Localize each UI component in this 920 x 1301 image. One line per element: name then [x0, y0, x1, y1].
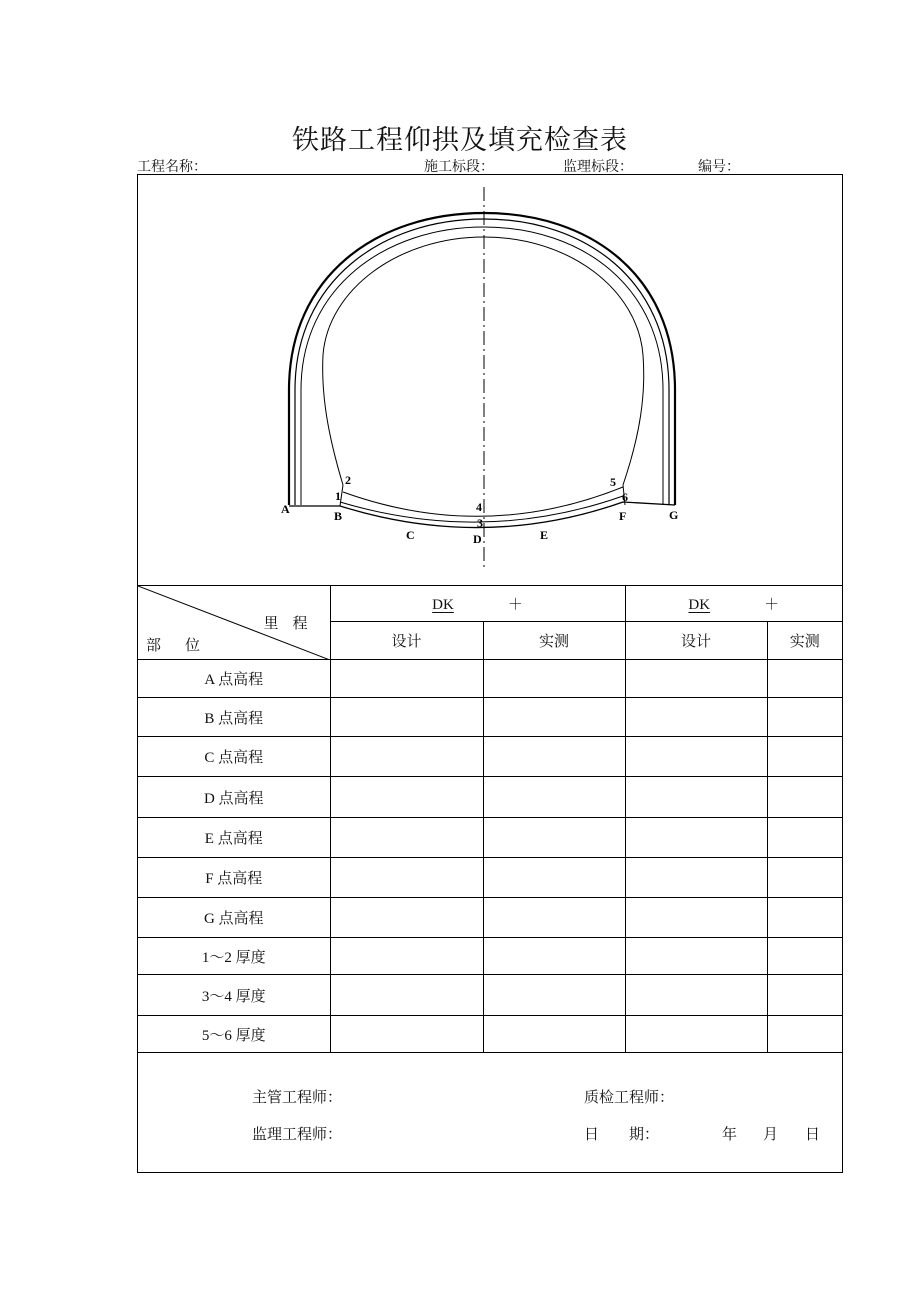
row-label: 3～4 厚度 [138, 975, 330, 1016]
point-label-c: C [406, 528, 415, 542]
mileage-header-label: 里程 [263, 616, 322, 632]
input-cell[interactable] [483, 1016, 625, 1053]
year-label: 年 [722, 1127, 738, 1143]
row-label: B 点高程 [138, 698, 330, 737]
inspection-form [137, 174, 843, 1173]
input-cell[interactable] [483, 898, 625, 938]
input-cell[interactable] [767, 858, 842, 898]
point-label-1: 1 [335, 489, 341, 503]
input-cell[interactable] [625, 818, 767, 858]
input-cell[interactable] [330, 1016, 483, 1053]
measured-column-header: 实测 [767, 622, 842, 660]
input-cell[interactable] [767, 660, 842, 698]
input-cell[interactable] [483, 938, 625, 975]
position-header-label: 部位 [146, 638, 225, 654]
outer-lining-inner-line [295, 219, 669, 505]
row-label: E 点高程 [138, 818, 330, 858]
point-label-4: 4 [476, 500, 482, 514]
row-label: D 点高程 [138, 777, 330, 818]
point-label-b: B [334, 509, 343, 523]
mileage-1-header: DK ＋ [330, 586, 625, 622]
input-cell[interactable] [625, 975, 767, 1016]
measured-column-header: 实测 [483, 622, 625, 660]
input-cell[interactable] [625, 737, 767, 777]
point-label-e: E [540, 528, 549, 542]
point-label-6: 6 [622, 490, 628, 504]
row-label: C 点高程 [138, 737, 330, 777]
row-label: A 点高程 [138, 660, 330, 698]
input-cell[interactable] [483, 858, 625, 898]
input-cell[interactable] [767, 898, 842, 938]
input-cell[interactable] [767, 1016, 842, 1053]
number-label: 编号： [698, 160, 740, 175]
input-cell[interactable] [625, 858, 767, 898]
input-cell[interactable] [767, 818, 842, 858]
input-cell[interactable] [483, 777, 625, 818]
day-label: 日 [805, 1127, 821, 1143]
input-cell[interactable] [625, 660, 767, 698]
input-cell[interactable] [483, 660, 625, 698]
input-cell[interactable] [625, 698, 767, 737]
design-column-header: 设计 [625, 622, 767, 660]
point-label-d: D [473, 532, 482, 546]
input-cell[interactable] [330, 698, 483, 737]
page-title: 铁路工程仰拱及填充检查表 [292, 125, 628, 155]
input-cell[interactable] [767, 975, 842, 1016]
input-cell[interactable] [330, 898, 483, 938]
input-cell[interactable] [767, 698, 842, 737]
input-cell[interactable] [483, 818, 625, 858]
input-cell[interactable] [483, 975, 625, 1016]
chief-engineer-label: 主管工程师： [252, 1090, 343, 1106]
second-lining-line [301, 227, 663, 505]
row-label: F 点高程 [138, 858, 330, 898]
input-cell[interactable] [330, 818, 483, 858]
input-cell[interactable] [330, 660, 483, 698]
input-cell[interactable] [483, 698, 625, 737]
input-cell[interactable] [767, 938, 842, 975]
input-cell[interactable] [625, 938, 767, 975]
mileage-2-header: DK ＋ [625, 586, 842, 622]
row-label: 5～6 厚度 [138, 1016, 330, 1053]
design-column-header: 设计 [330, 622, 483, 660]
point-label-g: G [669, 508, 679, 522]
input-cell[interactable] [330, 737, 483, 777]
tunnel-cross-section-diagram [138, 175, 842, 585]
input-cell[interactable] [330, 938, 483, 975]
input-cell[interactable] [625, 898, 767, 938]
project-name-label: 工程名称： [137, 160, 207, 175]
point-label-5: 5 [610, 475, 616, 489]
row-label: 1～2 厚度 [138, 938, 330, 975]
point-label-a: A [281, 502, 290, 516]
construction-section-label: 施工标段： [424, 160, 494, 175]
input-cell[interactable] [625, 777, 767, 818]
input-cell[interactable] [330, 777, 483, 818]
point-label-2: 2 [345, 473, 351, 487]
input-cell[interactable] [330, 858, 483, 898]
input-cell[interactable] [483, 737, 625, 777]
point-label-3: 3 [477, 516, 483, 530]
month-label: 月 [763, 1127, 779, 1143]
supervision-engineer-label: 监理工程师： [252, 1127, 343, 1143]
input-cell[interactable] [767, 777, 842, 818]
inspection-table [138, 585, 842, 1053]
input-cell[interactable] [330, 975, 483, 1016]
row-label: G 点高程 [138, 898, 330, 938]
header-diagonal-cell [138, 586, 330, 660]
date-label: 日 期： [584, 1127, 660, 1143]
outer-lining-outer-line [289, 213, 675, 505]
inner-clearance-line [323, 237, 644, 485]
qc-engineer-label: 质检工程师： [584, 1090, 675, 1106]
input-cell[interactable] [767, 737, 842, 777]
filling-surface-line [343, 487, 623, 516]
input-cell[interactable] [625, 1016, 767, 1053]
supervision-section-label: 监理标段： [563, 160, 633, 175]
point-label-f: F [619, 509, 627, 523]
